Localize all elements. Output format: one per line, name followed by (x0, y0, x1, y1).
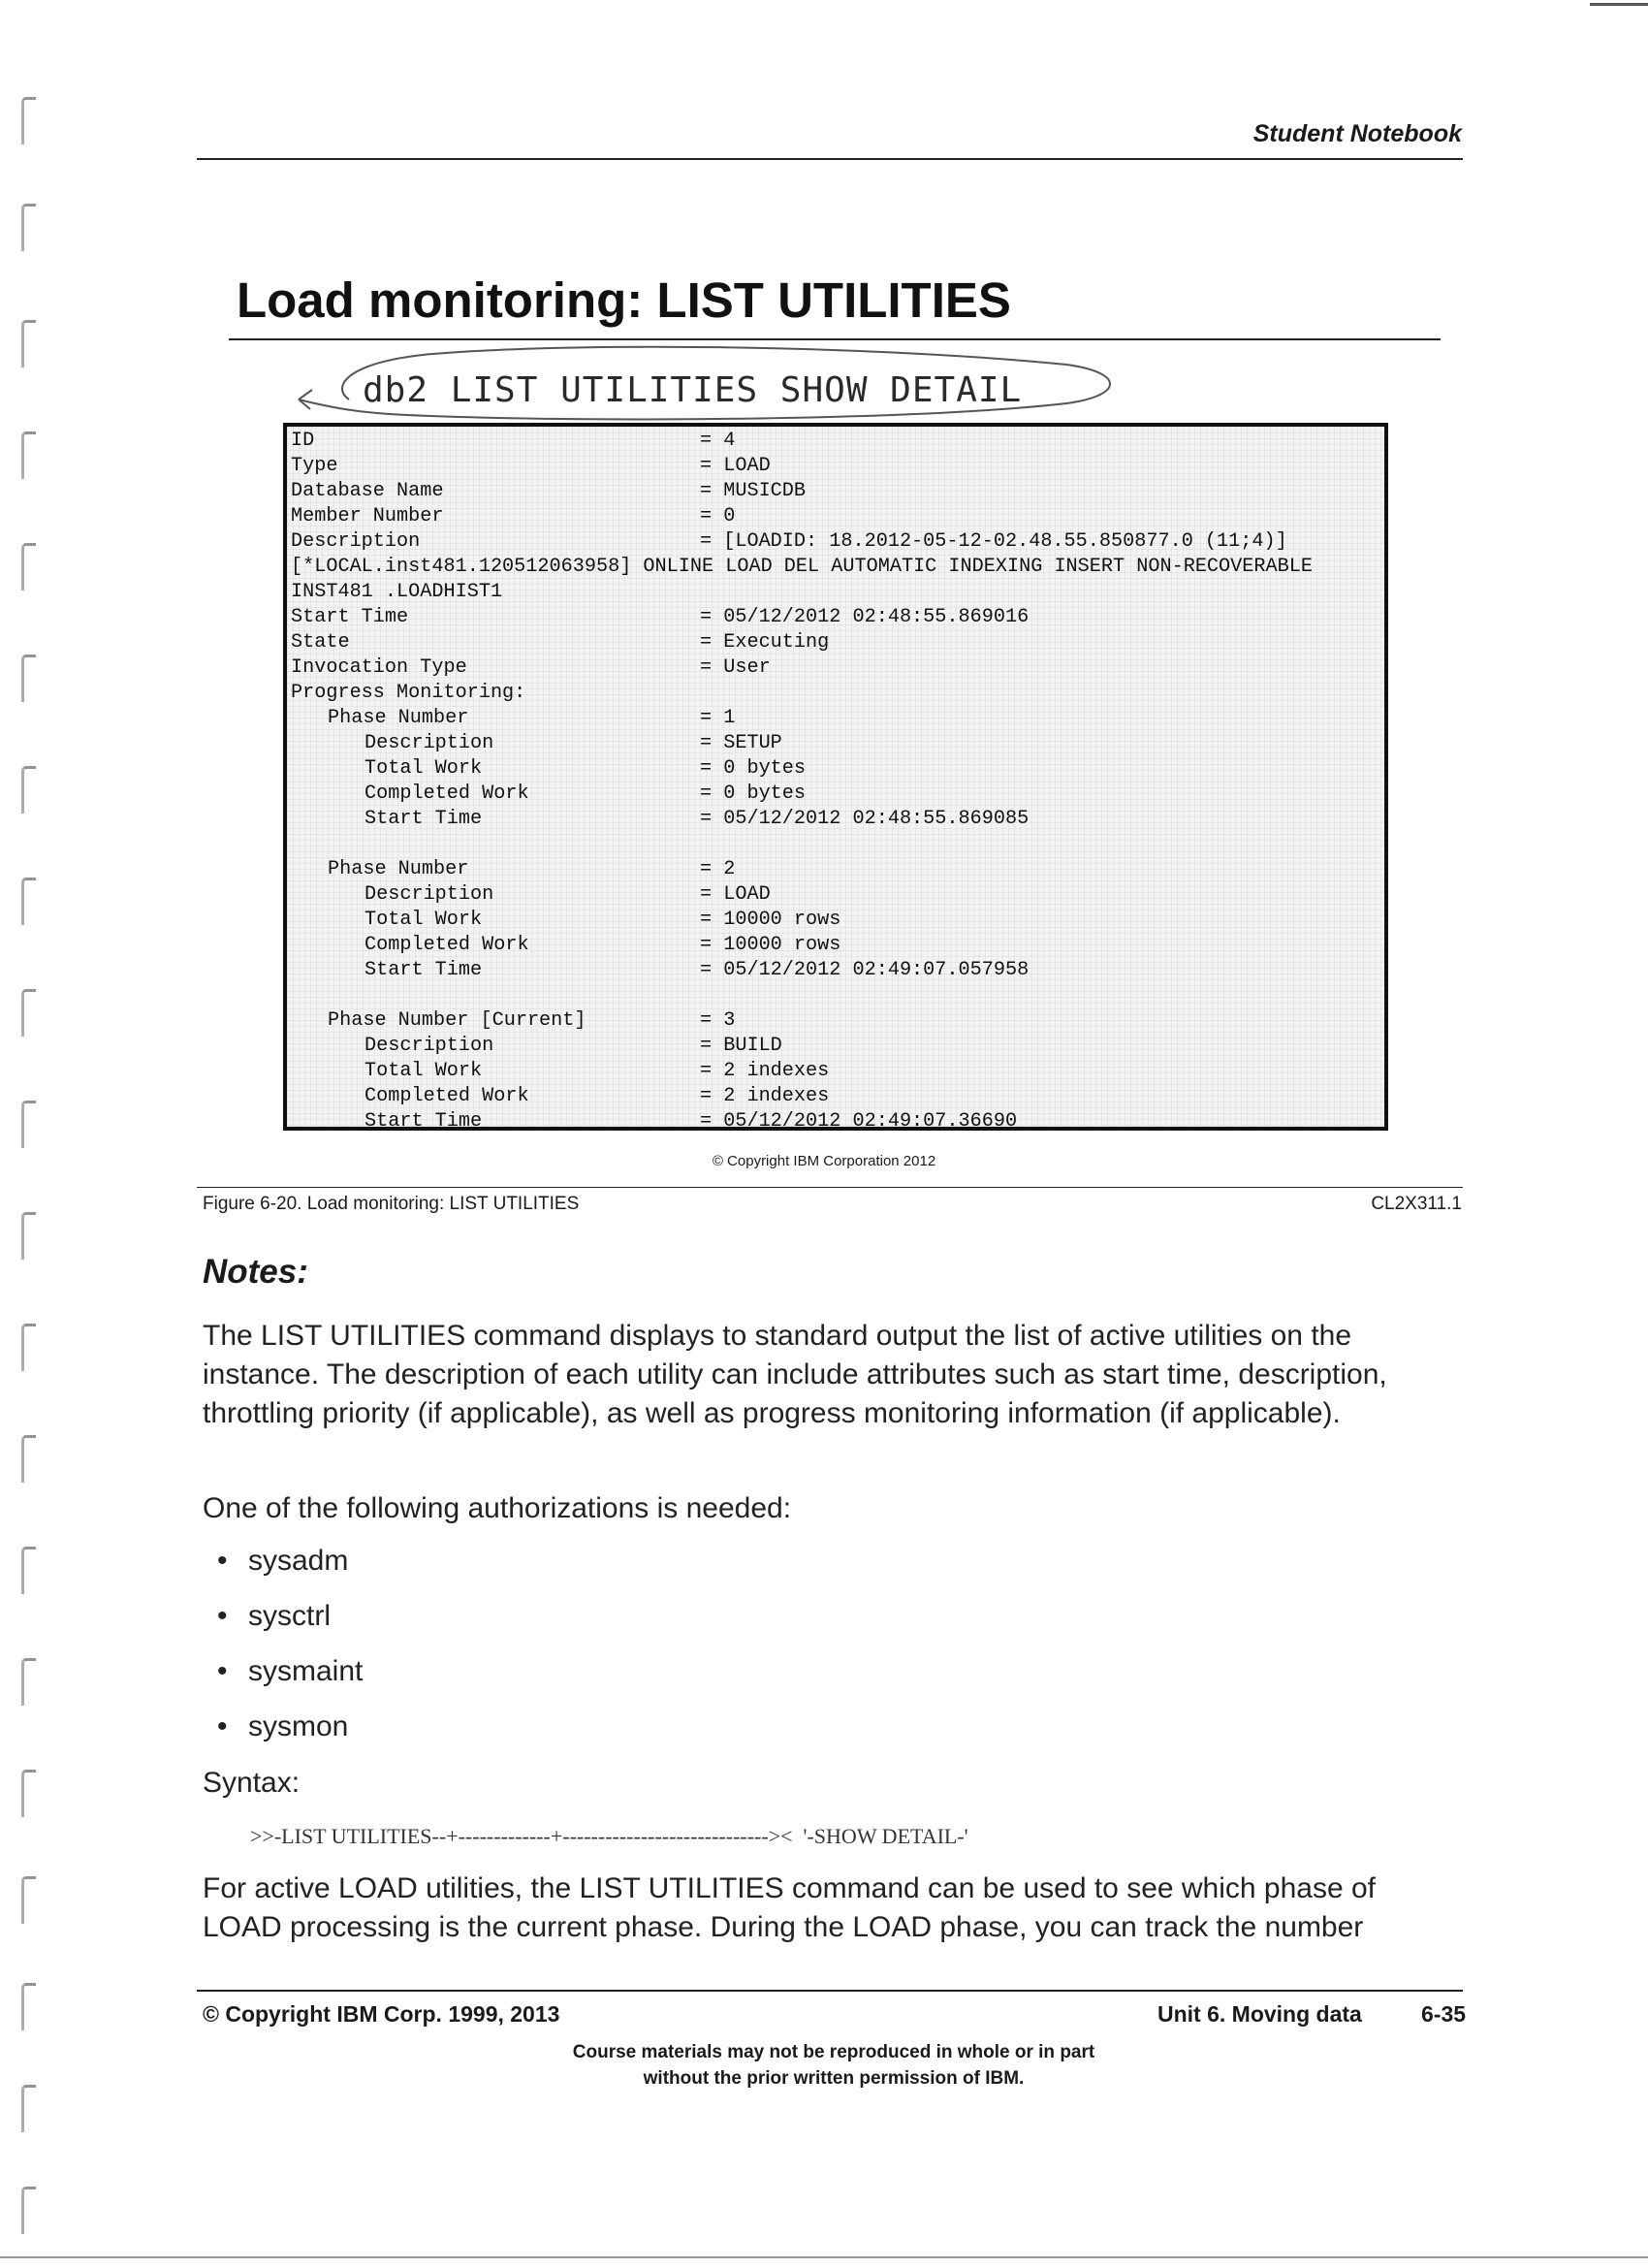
output-text: [*LOCAL.inst481.120512063958] ONLINE LOAD DEL AUTOMATIC INDEXING INSERT NON-RECOVERABLE (291, 556, 1313, 578)
output-field-value: = 2 (700, 858, 736, 880)
output-field-value: = 05/12/2012 02:48:55.869085 (700, 808, 1030, 830)
output-field-value: = 1 (700, 707, 736, 729)
list-item: • sysmon (217, 1708, 363, 1763)
slide-copyright: © Copyright IBM Corporation 2012 (712, 1153, 936, 1169)
notes-paragraph-3: For active LOAD utilities, the LIST UTILITIES command can be used to see which phase of LOAD processing is the current phase. During the LOAD phase, you can track the number (203, 1872, 1377, 1943)
output-field-value: = 10000 rows (700, 934, 841, 956)
output-field-label: Phase Number [Current] (328, 1009, 586, 1032)
output-field-value: = 2 indexes (700, 1060, 830, 1082)
scan-edge-bottom (0, 2256, 1648, 2258)
output-field-label: Completed Work (364, 934, 529, 956)
footer-copyright: © Copyright IBM Corp. 1999, 2013 (203, 2001, 560, 2027)
output-field-value: = [LOADID: 18.2012-05-12-02.48.55.850877.0 (11;4)] (700, 530, 1287, 553)
notes-paragraph-2: One of the following authorizations is needed: (203, 1492, 792, 1524)
output-field-value: = 05/12/2012 02:49:07.36690 (700, 1110, 1018, 1133)
output-field-label: Start Time (291, 606, 409, 628)
output-field-label: Description (364, 732, 494, 754)
output-field-value: = 2 indexes (700, 1085, 830, 1107)
output-field-value: = LOAD (700, 455, 771, 477)
list-item: • sysadm (217, 1542, 363, 1597)
output-text: Progress Monitoring: (291, 682, 526, 704)
footer-notice-line-2: without the prior written permission of IBM. (643, 2068, 1025, 2089)
output-field-label: Description (364, 1035, 494, 1057)
output-field-label: State (291, 631, 350, 654)
notes-paragraph-1: The LIST UTILITIES command displays to standard output the list of active utilities on the instance. The description of each utility can include attributes such as start time, description, throttling priority (if applicable), as well as progress monitoring information (if applicable). (203, 1320, 1387, 1429)
header-label: Student Notebook (1252, 120, 1462, 147)
output-field-label: ID (291, 430, 315, 452)
output-field-label: Member Number (291, 505, 444, 527)
footer-rule (197, 1990, 1463, 1992)
output-field-value: = 05/12/2012 02:48:55.869016 (700, 606, 1030, 628)
bullet-icon: • (217, 1600, 228, 1632)
output-field-value: = Executing (700, 631, 830, 654)
output-field-label: Total Work (364, 1060, 483, 1082)
list-item: • sysmaint (217, 1652, 363, 1708)
output-field-label: Type (291, 455, 338, 477)
output-field-value: = 05/12/2012 02:49:07.057958 (700, 959, 1030, 981)
syntax-label: Syntax: (203, 1767, 301, 1799)
footer-unit: Unit 6. Moving data (1157, 2001, 1362, 2027)
command-output-box (283, 423, 1388, 1131)
output-field-label: Completed Work (364, 783, 529, 805)
output-field-value: = BUILD (700, 1035, 782, 1057)
bullet-icon: • (217, 1710, 228, 1742)
notes-heading: Notes: (203, 1253, 308, 1291)
bullet-icon: • (217, 1545, 228, 1577)
output-field-label: Invocation Type (291, 656, 467, 679)
output-field-label: Phase Number (328, 858, 469, 880)
output-field-label: Completed Work (364, 1085, 529, 1107)
slide-title: Load monitoring: LIST UTILITIES (237, 272, 1011, 328)
syntax-diagram: >>-LIST UTILITIES--+-------------+----------------------------->< '-SHOW DETAIL-' (250, 1824, 968, 1848)
footer-notice (0, 2039, 1648, 2092)
output-field-value: = SETUP (700, 732, 782, 754)
output-field-label: Database Name (291, 480, 444, 502)
output-field-label: Start Time (364, 808, 483, 830)
output-field-value: = User (700, 656, 771, 679)
output-field-value: = LOAD (700, 883, 771, 906)
output-field-label: Total Work (364, 757, 483, 780)
footer-notice-line-1: Course materials may not be reproduced in whole or in part (572, 2042, 1095, 2062)
figure-caption: Figure 6-20. Load monitoring: LIST UTILITIES (203, 1194, 580, 1214)
command-text: db2 LIST UTILITIES SHOW DETAIL (363, 370, 1023, 410)
output-field-value: = 0 bytes (700, 783, 807, 805)
output-field-value: = 4 (700, 430, 736, 452)
caption-rule (197, 1187, 1463, 1188)
authorization-list (217, 1542, 363, 1763)
figure-code: CL2X311.1 (1371, 1194, 1462, 1214)
output-text: INST481 .LOADHIST1 (291, 581, 503, 603)
output-field-value: = 10000 rows (700, 909, 841, 931)
output-field-value: = 0 (700, 505, 736, 527)
output-field-label: Start Time (364, 959, 483, 981)
command-annotation (291, 339, 1125, 427)
output-field-value: = MUSICDB (700, 480, 807, 502)
output-field-value: = 3 (700, 1009, 736, 1032)
output-field-label: Description (291, 530, 421, 553)
list-item: • sysctrl (217, 1597, 363, 1652)
output-field-label: Start Time (364, 1110, 483, 1133)
page-number: 6-35 (1421, 2001, 1467, 2027)
output-field-value: = 0 bytes (700, 757, 807, 780)
output-field-label: Total Work (364, 909, 483, 931)
output-field-label: Phase Number (328, 707, 469, 729)
header-rule (197, 158, 1463, 160)
scan-edge-top (1590, 3, 1648, 6)
output-field-label: Description (364, 883, 494, 906)
bullet-icon: • (217, 1655, 228, 1687)
